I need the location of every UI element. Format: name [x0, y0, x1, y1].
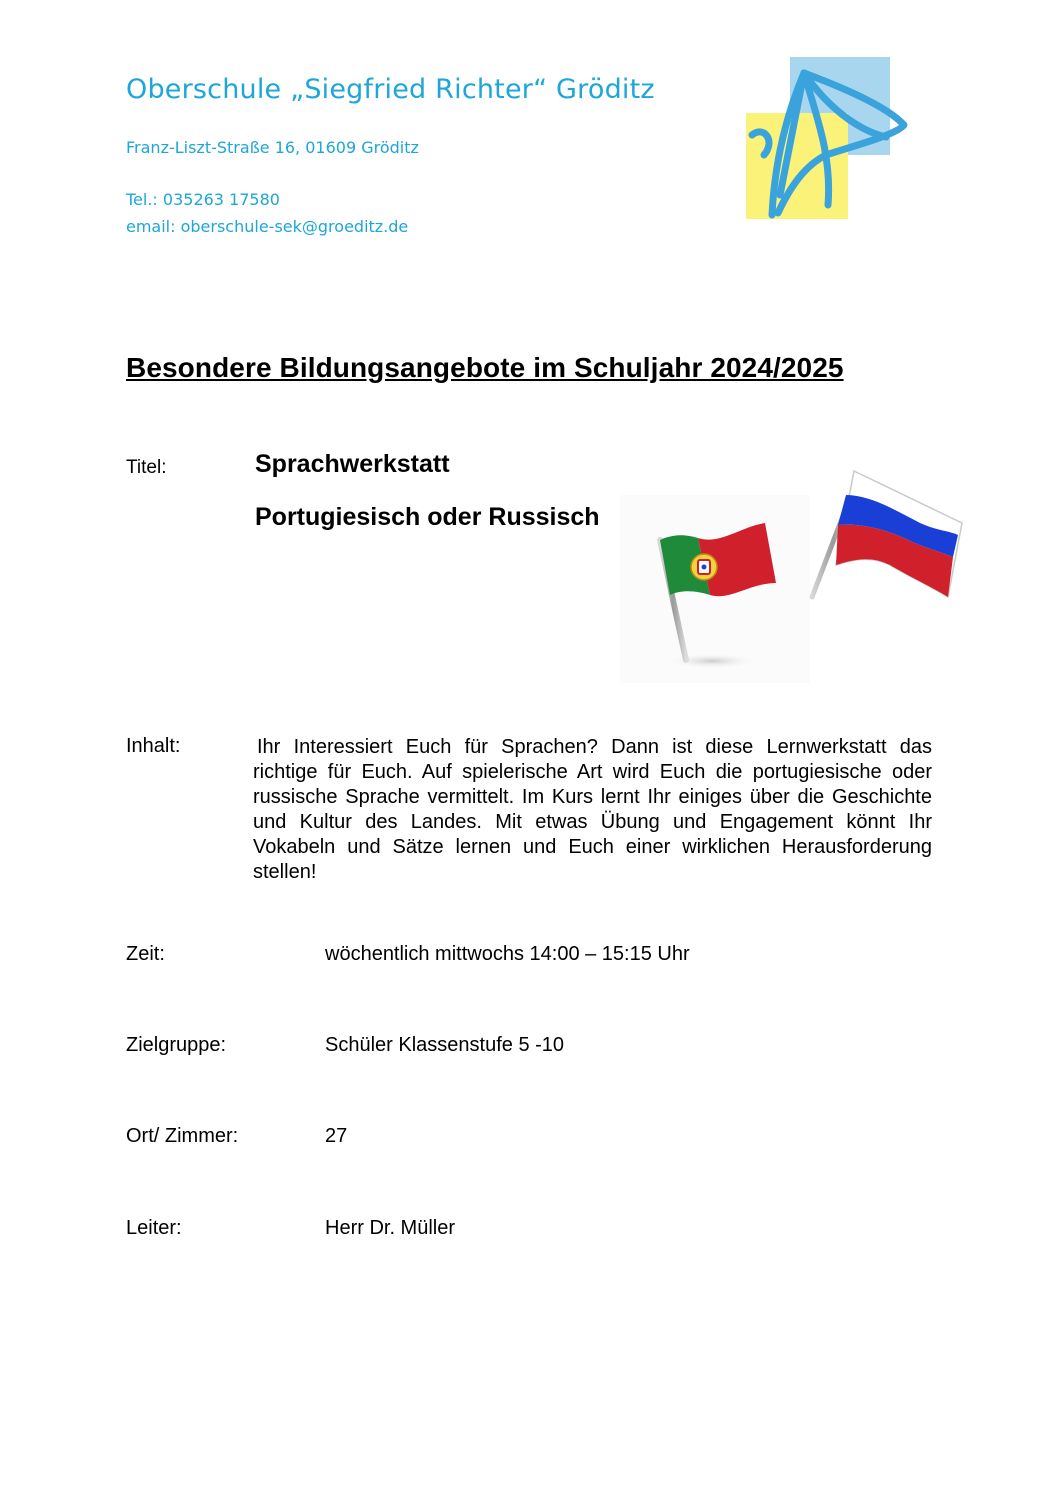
leader-label: Leiter:	[126, 1217, 182, 1239]
school-email: email: oberschule-sek@groeditz.de	[126, 217, 409, 236]
content-text: Ihr Interessiert Euch für Sprachen? Dann ist diese Lernwerkstatt das richtige für Euch. Auf spielerische Art wird Euch die portugiesische oder russische Sprache vermittelt. Im Kurs lernt Ihr einiges über die Geschichte und Kultur des Landes. Mit etwas Übung und Engagement könnt Ihr Vokabeln und Sätze lernen und Euch einer wirklichen Herausforderung stellen!	[253, 736, 932, 883]
school-name: Oberschule „Siegfried Richter“ Gröditz	[126, 74, 655, 105]
audience-value: Schüler Klassenstufe 5 -10	[325, 1034, 565, 1056]
time-value: wöchentlich mittwochs 14:00 – 15:15 Uhr	[325, 943, 690, 965]
school-phone: Tel.: 035263 17580	[126, 190, 280, 209]
room-label: Ort/ Zimmer:	[126, 1125, 239, 1147]
room-value: 27	[325, 1125, 348, 1147]
content-label: Inhalt:	[126, 735, 181, 757]
school-address: Franz-Liszt-Straße 16, 01609 Gröditz	[126, 138, 419, 157]
russia-flag-icon	[812, 471, 962, 597]
school-logo-icon	[736, 55, 916, 225]
flags-illustration	[620, 465, 965, 685]
time-label: Zeit:	[126, 943, 165, 965]
title-label: Titel:	[126, 457, 167, 478]
audience-label: Zielgruppe:	[126, 1034, 227, 1056]
main-title: Besondere Bildungsangebote im Schuljahr 2024/2025	[126, 352, 844, 383]
course-title-line2: Portugiesisch oder Russisch	[255, 503, 600, 531]
leader-value: Herr Dr. Müller	[325, 1217, 456, 1239]
course-title-line1: Sprachwerkstatt	[255, 450, 450, 478]
